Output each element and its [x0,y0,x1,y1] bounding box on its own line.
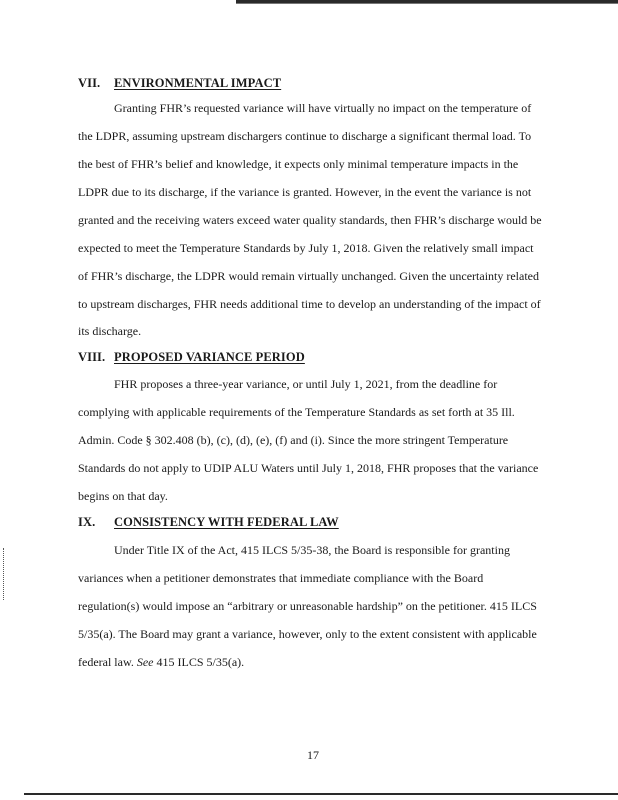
section-heading-viii [78,350,305,365]
paragraph-line: begins on that day. [78,489,168,503]
paragraph-line: complying with applicable requirements of the Temperature Standards as set forth at 35 Ill. [78,405,515,419]
line-text: federal law. [78,655,137,669]
section-title: ENVIRONMENTAL IMPACT [114,76,282,90]
paragraph-line: Admin. Code § 302.408 (b), (c), (d), (e), (f) and (i). Since the more stringent Temperature [78,433,509,447]
paragraph-line: variances when a petitioner demonstrates that immediate compliance with the Board [78,571,484,585]
paragraph-line: expected to meet the Temperature Standards by July 1, 2018. Given the relatively small impact [78,241,534,255]
paragraph-line: to upstream discharges, FHR needs additional time to develop an understanding of the impact of [78,297,541,311]
section-title: CONSISTENCY WITH FEDERAL LAW [114,515,339,529]
paragraph-line: regulation(s) would impose an “arbitrary or unreasonable hardship” on the petitioner. 415 ILCS [78,599,537,613]
paragraph-line: LDPR due to its discharge, if the variance is granted. However, in the event the variance is not [78,185,532,199]
section-number: VII. [78,76,101,90]
top-edge-rule-thin [236,3,618,4]
paragraph-line-with-citation [78,655,244,669]
scan-margin-marks [3,548,7,600]
section-heading-vii [78,76,281,91]
paragraph-line: the LDPR, assuming upstream dischargers continue to discharge a significant thermal load. To [78,129,532,143]
paragraph-line: FHR proposes a three-year variance, or until July 1, 2021, from the deadline for [114,377,498,391]
paragraph-line: its discharge. [78,324,142,338]
section-title: PROPOSED VARIANCE PERIOD [114,350,305,364]
citation-signal: See [136,655,154,669]
paragraph-line: Under Title IX of the Act, 415 ILCS 5/35-38, the Board is responsible for granting [114,543,510,557]
citation-text: 415 ILCS 5/35(a). [153,655,245,669]
paragraph-line: Granting FHR’s requested variance will have virtually no impact on the temperature of [114,101,532,115]
paragraph-line: granted and the receiving waters exceed water quality standards, then FHR’s discharge would be [78,213,542,227]
bottom-edge-rule [24,793,618,795]
paragraph-line: 5/35(a). The Board may grant a variance, however, only to the extent consistent with applicable [78,627,537,641]
paragraph-line: the best of FHR’s belief and knowledge, it expects only minimal temperature impacts in the [78,157,519,171]
section-heading-ix [78,515,339,530]
section-number: IX. [78,515,96,529]
section-number: VIII. [78,350,106,364]
paragraph-line: of FHR’s discharge, the LDPR would remain virtually unchanged. Given the uncertainty related [78,269,539,283]
paragraph-line: Standards do not apply to UDIP ALU Waters until July 1, 2018, FHR proposes that the variance [78,461,539,475]
page-number: 17 [307,748,319,762]
